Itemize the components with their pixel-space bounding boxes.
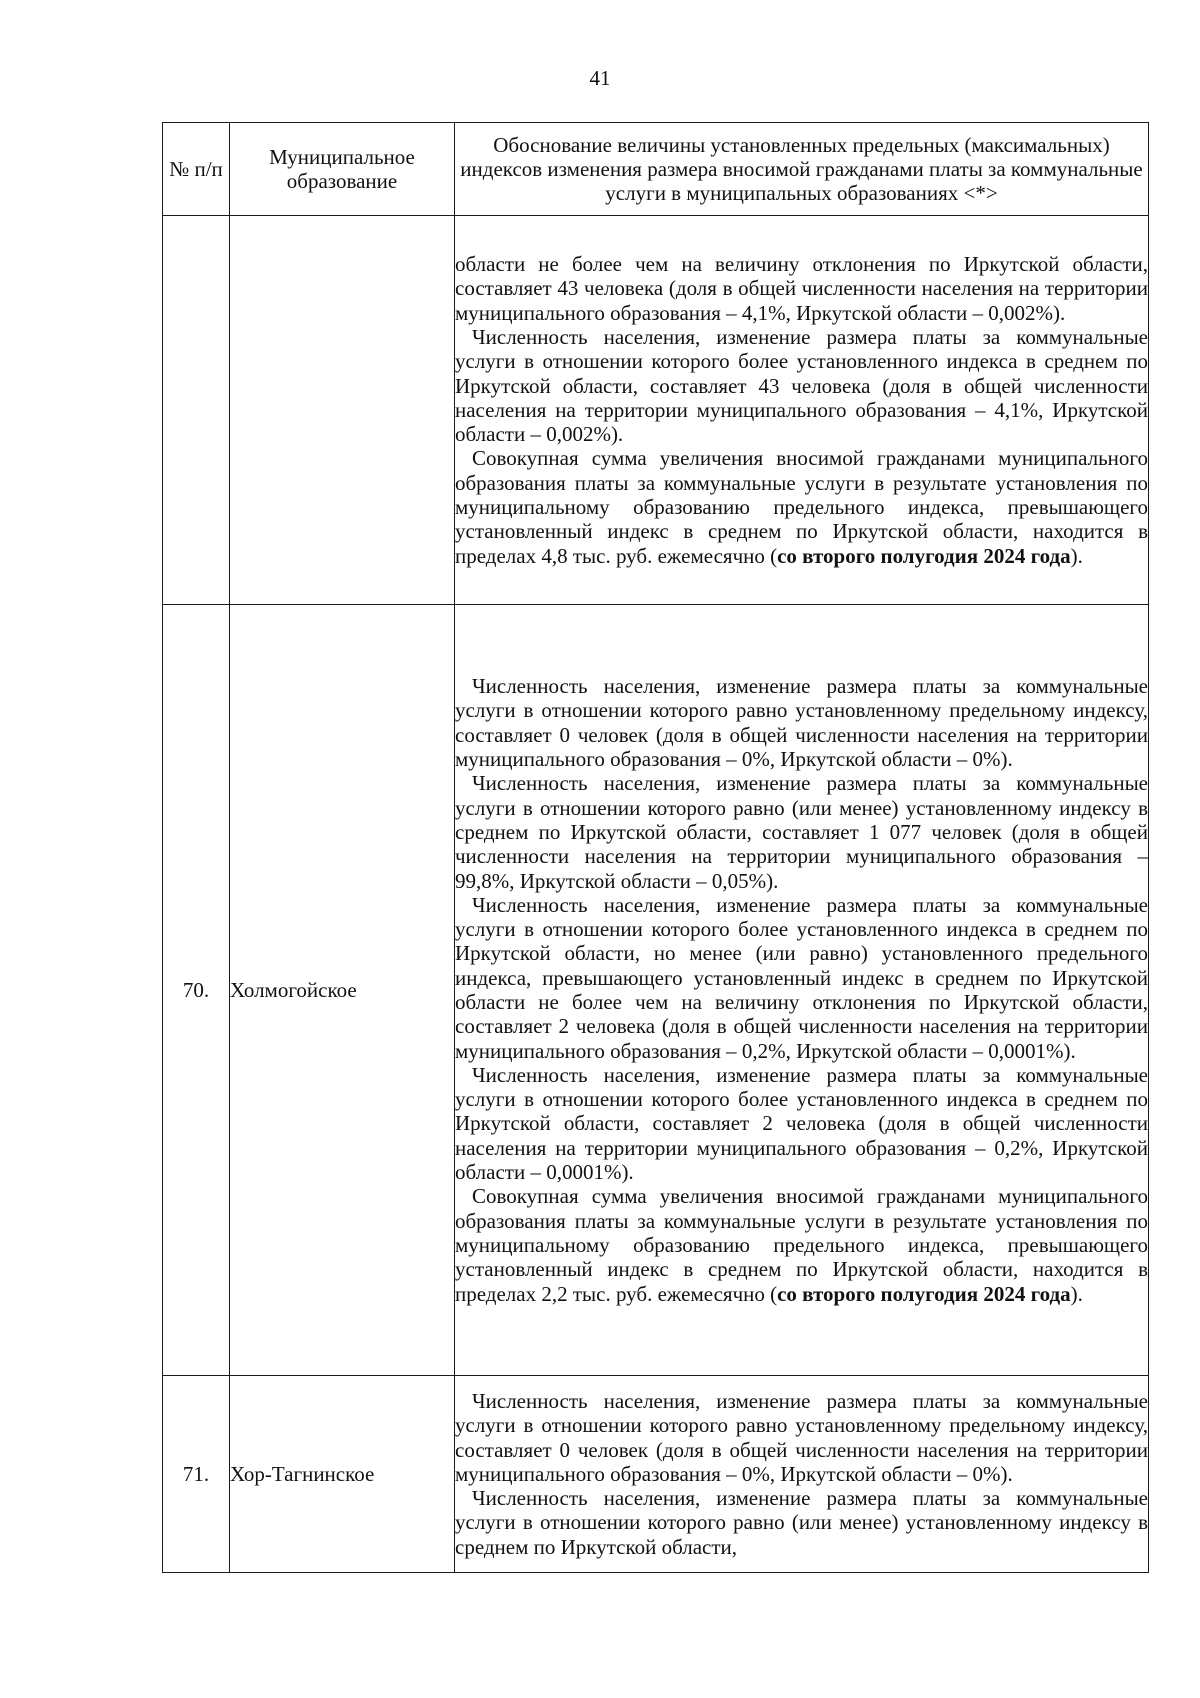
justification-paragraph: Численность населения, изменение размера платы за коммунальные услуги в отношении которого равно установленному предельному индексу, составляет 0 человек (доля в общей численности населения на территории муниципального образования – 0%, Иркутской области – 0%). <box>455 1388 1148 1486</box>
table-row <box>163 1376 1149 1573</box>
row-justification <box>455 605 1149 1376</box>
total-sum-paragraph <box>455 1184 1148 1305</box>
justification-paragraph: Численность населения, изменение размера платы за коммунальные услуги в отношении которого более установленного индекса в среднем по Иркутской области, составляет 2 человека (доля в общей численности населения на территории муниципального образования – 0,2%, Иркутской области – 0,0001%). <box>455 1062 1148 1185</box>
total-sum-tail: ). <box>1070 1281 1083 1306</box>
justification-table <box>162 122 1149 1573</box>
row-municipality: Хор-Тагнинское <box>230 1376 455 1573</box>
total-sum-text: Совокупная сумма увеличения вносимой гражданами муниципального образования платы за коммунальные услуги в результате установления по муниципальному образованию предельного индекса, превышающего установленный индекс в среднем по Иркутской области, находится в пределах 2,2 тыс. руб. ежемесячно ( <box>455 1184 1148 1306</box>
row-number <box>163 216 230 605</box>
justification-paragraph: области не более чем на величину отклонения по Иркутской области, составляет 43 человека (доля в общей численности населения на территории муниципального образования – 4,1%, Иркутской области – 0,002%). <box>455 252 1148 325</box>
justification-paragraph: Численность населения, изменение размера платы за коммунальные услуги в отношении которого более установленного индекса в среднем по Иркутской области, но менее (или равно) установленного предельного индекса, превышающего установленный индекс в среднем по Иркутской области не более чем на величину отклонения по Иркутской области, составляет 2 человека (доля в общей численности населения на территории муниципального образования – 0,2%, Иркутской области – 0,0001%). <box>455 892 1148 1063</box>
table-row <box>163 216 1149 605</box>
row-justification <box>455 1376 1149 1573</box>
total-sum-text: Совокупная сумма увеличения вносимой гражданами муниципального образования платы за коммунальные услуги в результате установления по муниципальному образованию предельного индекса, превышающего установленный индекс в среднем по Иркутской области, находится в пределах 4,8 тыс. руб. ежемесячно ( <box>455 446 1148 568</box>
justification-paragraph: Численность населения, изменение размера платы за коммунальные услуги в отношении которого равно (или менее) установленному индексу в среднем по Иркутской области, составляет 1 077 человек (доля в общей численности населения на территории муниципального образования – 99,8%, Иркутской области – 0,05%). <box>455 771 1148 893</box>
justification-paragraph: Численность населения, изменение размера платы за коммунальные услуги в отношении которого равно установленному предельному индексу, составляет 0 человек (доля в общей численности населения на территории муниципального образования – 0%, Иркутской области – 0%). <box>455 674 1148 772</box>
total-sum-tail: ). <box>1070 543 1083 568</box>
total-sum-paragraph <box>455 446 1148 567</box>
justification-paragraph: Численность населения, изменение размера платы за коммунальные услуги в отношении которого более установленного индекса в среднем по Иркутской области, составляет 43 человека (доля в общей численности населения на территории муниципального образования – 4,1%, Иркутской области – 0,002%). <box>455 324 1148 447</box>
period-bold-text: со второго полугодия 2024 года <box>777 1281 1071 1306</box>
row-municipality <box>230 216 455 605</box>
row-justification <box>455 216 1149 605</box>
justification-paragraph: Численность населения, изменение размера платы за коммунальные услуги в отношении которого равно (или менее) установленному индексу в среднем по Иркутской области, <box>455 1486 1148 1559</box>
header-municipality: Муниципальное образование <box>230 123 455 216</box>
header-justification: Обоснование величины установленных предельных (максимальных) индексов изменения размера вносимой гражданами платы за коммунальные услуги в муниципальных образованиях <*> <box>455 123 1149 216</box>
row-number: 70. <box>163 605 230 1376</box>
period-bold-text: со второго полугодия 2024 года <box>777 543 1071 568</box>
header-number: № п/п <box>163 123 230 216</box>
row-municipality: Холмогойское <box>230 605 455 1376</box>
table-row <box>163 605 1149 1376</box>
page-number: 41 <box>589 66 611 90</box>
table-header-row <box>163 123 1149 216</box>
row-number: 71. <box>163 1376 230 1573</box>
